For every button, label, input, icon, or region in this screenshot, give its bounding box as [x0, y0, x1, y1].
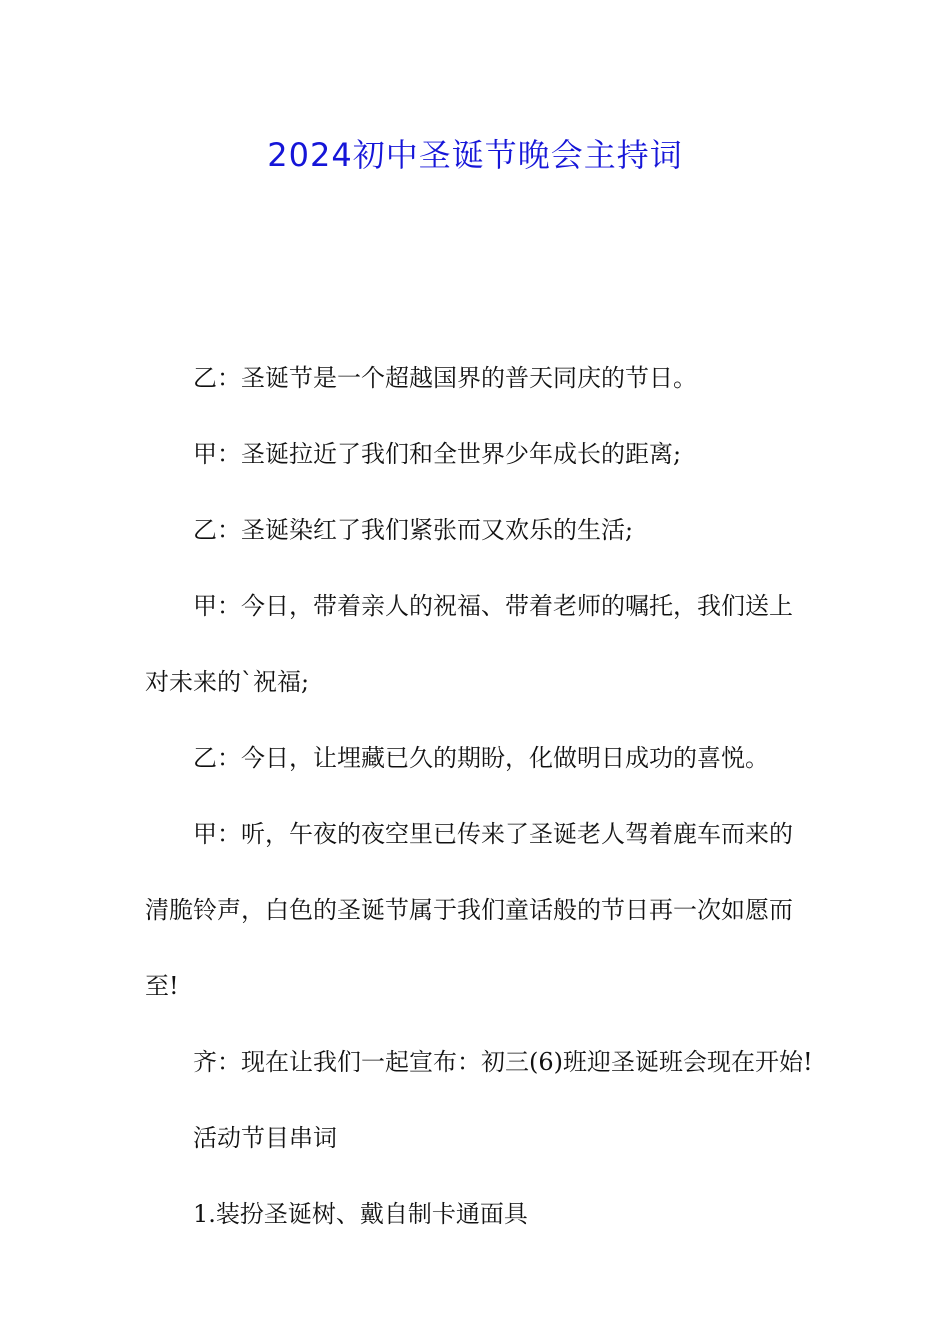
section-heading: 活动节目串词: [193, 1124, 337, 1152]
paragraph-7: 齐：现在让我们一起宣布：初三(6)班迎圣诞班会现在开始!: [193, 1048, 813, 1076]
document-body: [145, 340, 815, 1252]
list-item-1: 1.装扮圣诞树、戴自制卡通面具: [193, 1200, 528, 1228]
document-title: 2024初中圣诞节晚会主持词: [267, 136, 683, 174]
paragraph-5: 乙：今日，让埋藏已久的期盼，化做明日成功的喜悦。: [193, 744, 769, 772]
paragraph-6: 甲：听，午夜的夜空里已传来了圣诞老人驾着鹿车而来的清脆铃声，白色的圣诞节属于我们童话般的节日再一次如愿而至!: [145, 820, 793, 1000]
paragraph-1: 乙：圣诞节是一个超越国界的普天同庆的节日。: [193, 364, 697, 392]
paragraph-2: 甲：圣诞拉近了我们和全世界少年成长的距离;: [193, 440, 682, 468]
paragraph-4: 甲：今日，带着亲人的祝福、带着老师的嘱托，我们送上对未来的`祝福;: [145, 592, 793, 696]
paragraph-3: 乙：圣诞染红了我们紧张而又欢乐的生活;: [193, 516, 634, 544]
